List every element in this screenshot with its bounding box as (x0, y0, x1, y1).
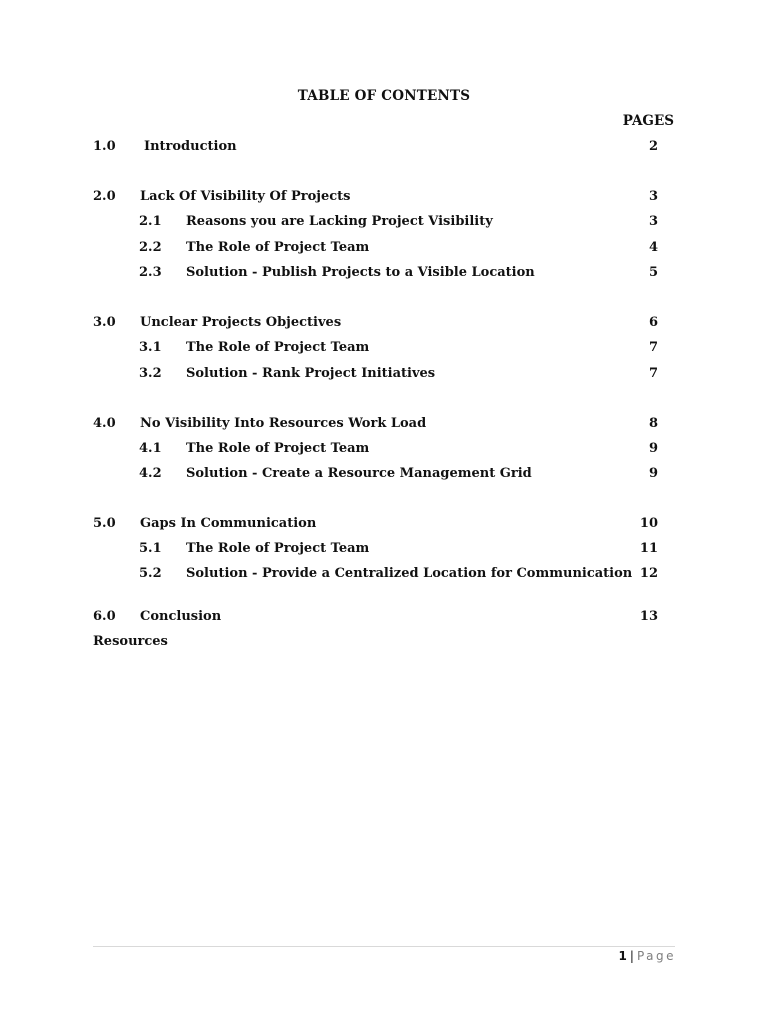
pages-column-heading: PAGES (622, 113, 674, 129)
toc-entry-label: Solution - Rank Project Initiatives (186, 366, 436, 381)
toc-entry-label: Solution - Provide a Centralized Location for Communication (186, 566, 633, 581)
toc-entry-label: Solution - Create a Resource Management Grid (186, 466, 532, 481)
toc-entry-page: 7 (648, 366, 658, 381)
toc-entry-label: Unclear Projects Objectives (140, 315, 342, 330)
toc-entry-2-2[interactable] (0, 239, 768, 257)
toc-entry-label: Gaps In Communication (140, 516, 317, 531)
toc-entry-page: 12 (639, 566, 658, 581)
toc-entry-5-2[interactable] (0, 565, 768, 583)
toc-entry-label: The Role of Project Team (186, 541, 370, 556)
toc-entry-number: 2.1 (139, 214, 162, 229)
toc-entry-2-3[interactable] (0, 264, 768, 282)
toc-entry-page: 4 (648, 240, 658, 255)
toc-entry-page: 3 (648, 214, 658, 229)
toc-entry-number: 2.3 (139, 265, 162, 280)
page-footer (619, 947, 676, 965)
toc-entry-label: Introduction (144, 139, 237, 154)
toc-entry-label: No Visibility Into Resources Work Load (140, 416, 427, 431)
toc-entry-number: 1.0 (93, 139, 116, 154)
toc-entry-number: 5.1 (139, 541, 162, 556)
toc-entry-1-0[interactable] (0, 138, 768, 156)
toc-entry-label: Reasons you are Lacking Project Visibility (186, 214, 493, 229)
toc-entry-page: 11 (639, 541, 658, 556)
toc-entry-label: Lack Of Visibility Of Projects (140, 189, 351, 204)
toc-entry-2-1[interactable] (0, 213, 768, 231)
footer-page-word: Page (636, 949, 676, 963)
resources-entry[interactable]: Resources (93, 634, 168, 649)
toc-entry-3-0[interactable] (0, 314, 768, 332)
footer-separator: | (629, 949, 634, 963)
toc-entry-2-0[interactable] (0, 188, 768, 206)
toc-entry-6-0[interactable] (0, 608, 768, 626)
toc-entry-number: 4.2 (139, 466, 162, 481)
toc-entry-number: 4.1 (139, 441, 162, 456)
toc-entry-number: 2.0 (93, 189, 116, 204)
toc-entry-number: 5.2 (139, 566, 162, 581)
toc-entry-4-0[interactable] (0, 415, 768, 433)
toc-entry-page: 2 (648, 139, 658, 154)
toc-entry-page: 8 (648, 416, 658, 431)
toc-entry-page: 13 (639, 609, 658, 624)
toc-entry-4-1[interactable] (0, 440, 768, 458)
toc-entry-page: 9 (648, 441, 658, 456)
toc-entry-number: 5.0 (93, 516, 116, 531)
toc-entry-number: 4.0 (93, 416, 116, 431)
toc-entry-5-1[interactable] (0, 540, 768, 558)
toc-entry-3-2[interactable] (0, 365, 768, 383)
toc-entry-4-2[interactable] (0, 465, 768, 483)
toc-entry-5-0[interactable] (0, 515, 768, 533)
toc-entry-page: 6 (648, 315, 658, 330)
toc-entry-number: 2.2 (139, 240, 162, 255)
toc-entry-number: 6.0 (93, 609, 116, 624)
toc-entry-label: The Role of Project Team (186, 441, 370, 456)
toc-entry-number: 3.0 (93, 315, 116, 330)
toc-entry-page: 7 (648, 340, 658, 355)
toc-entry-page: 10 (639, 516, 658, 531)
toc-entry-label: The Role of Project Team (186, 240, 370, 255)
toc-entry-3-1[interactable] (0, 339, 768, 357)
toc-title: TABLE OF CONTENTS (297, 88, 471, 104)
toc-entry-label: Solution - Publish Projects to a Visible Location (186, 265, 535, 280)
toc-entry-page: 5 (648, 265, 658, 280)
footer-divider (93, 946, 675, 947)
toc-entry-label: The Role of Project Team (186, 340, 370, 355)
toc-entry-page: 9 (648, 466, 658, 481)
footer-page-number: 1 (618, 949, 627, 963)
toc-entry-label: Conclusion (140, 609, 222, 624)
toc-entry-number: 3.2 (139, 366, 162, 381)
toc-entry-number: 3.1 (139, 340, 162, 355)
toc-entry-page: 3 (648, 189, 658, 204)
